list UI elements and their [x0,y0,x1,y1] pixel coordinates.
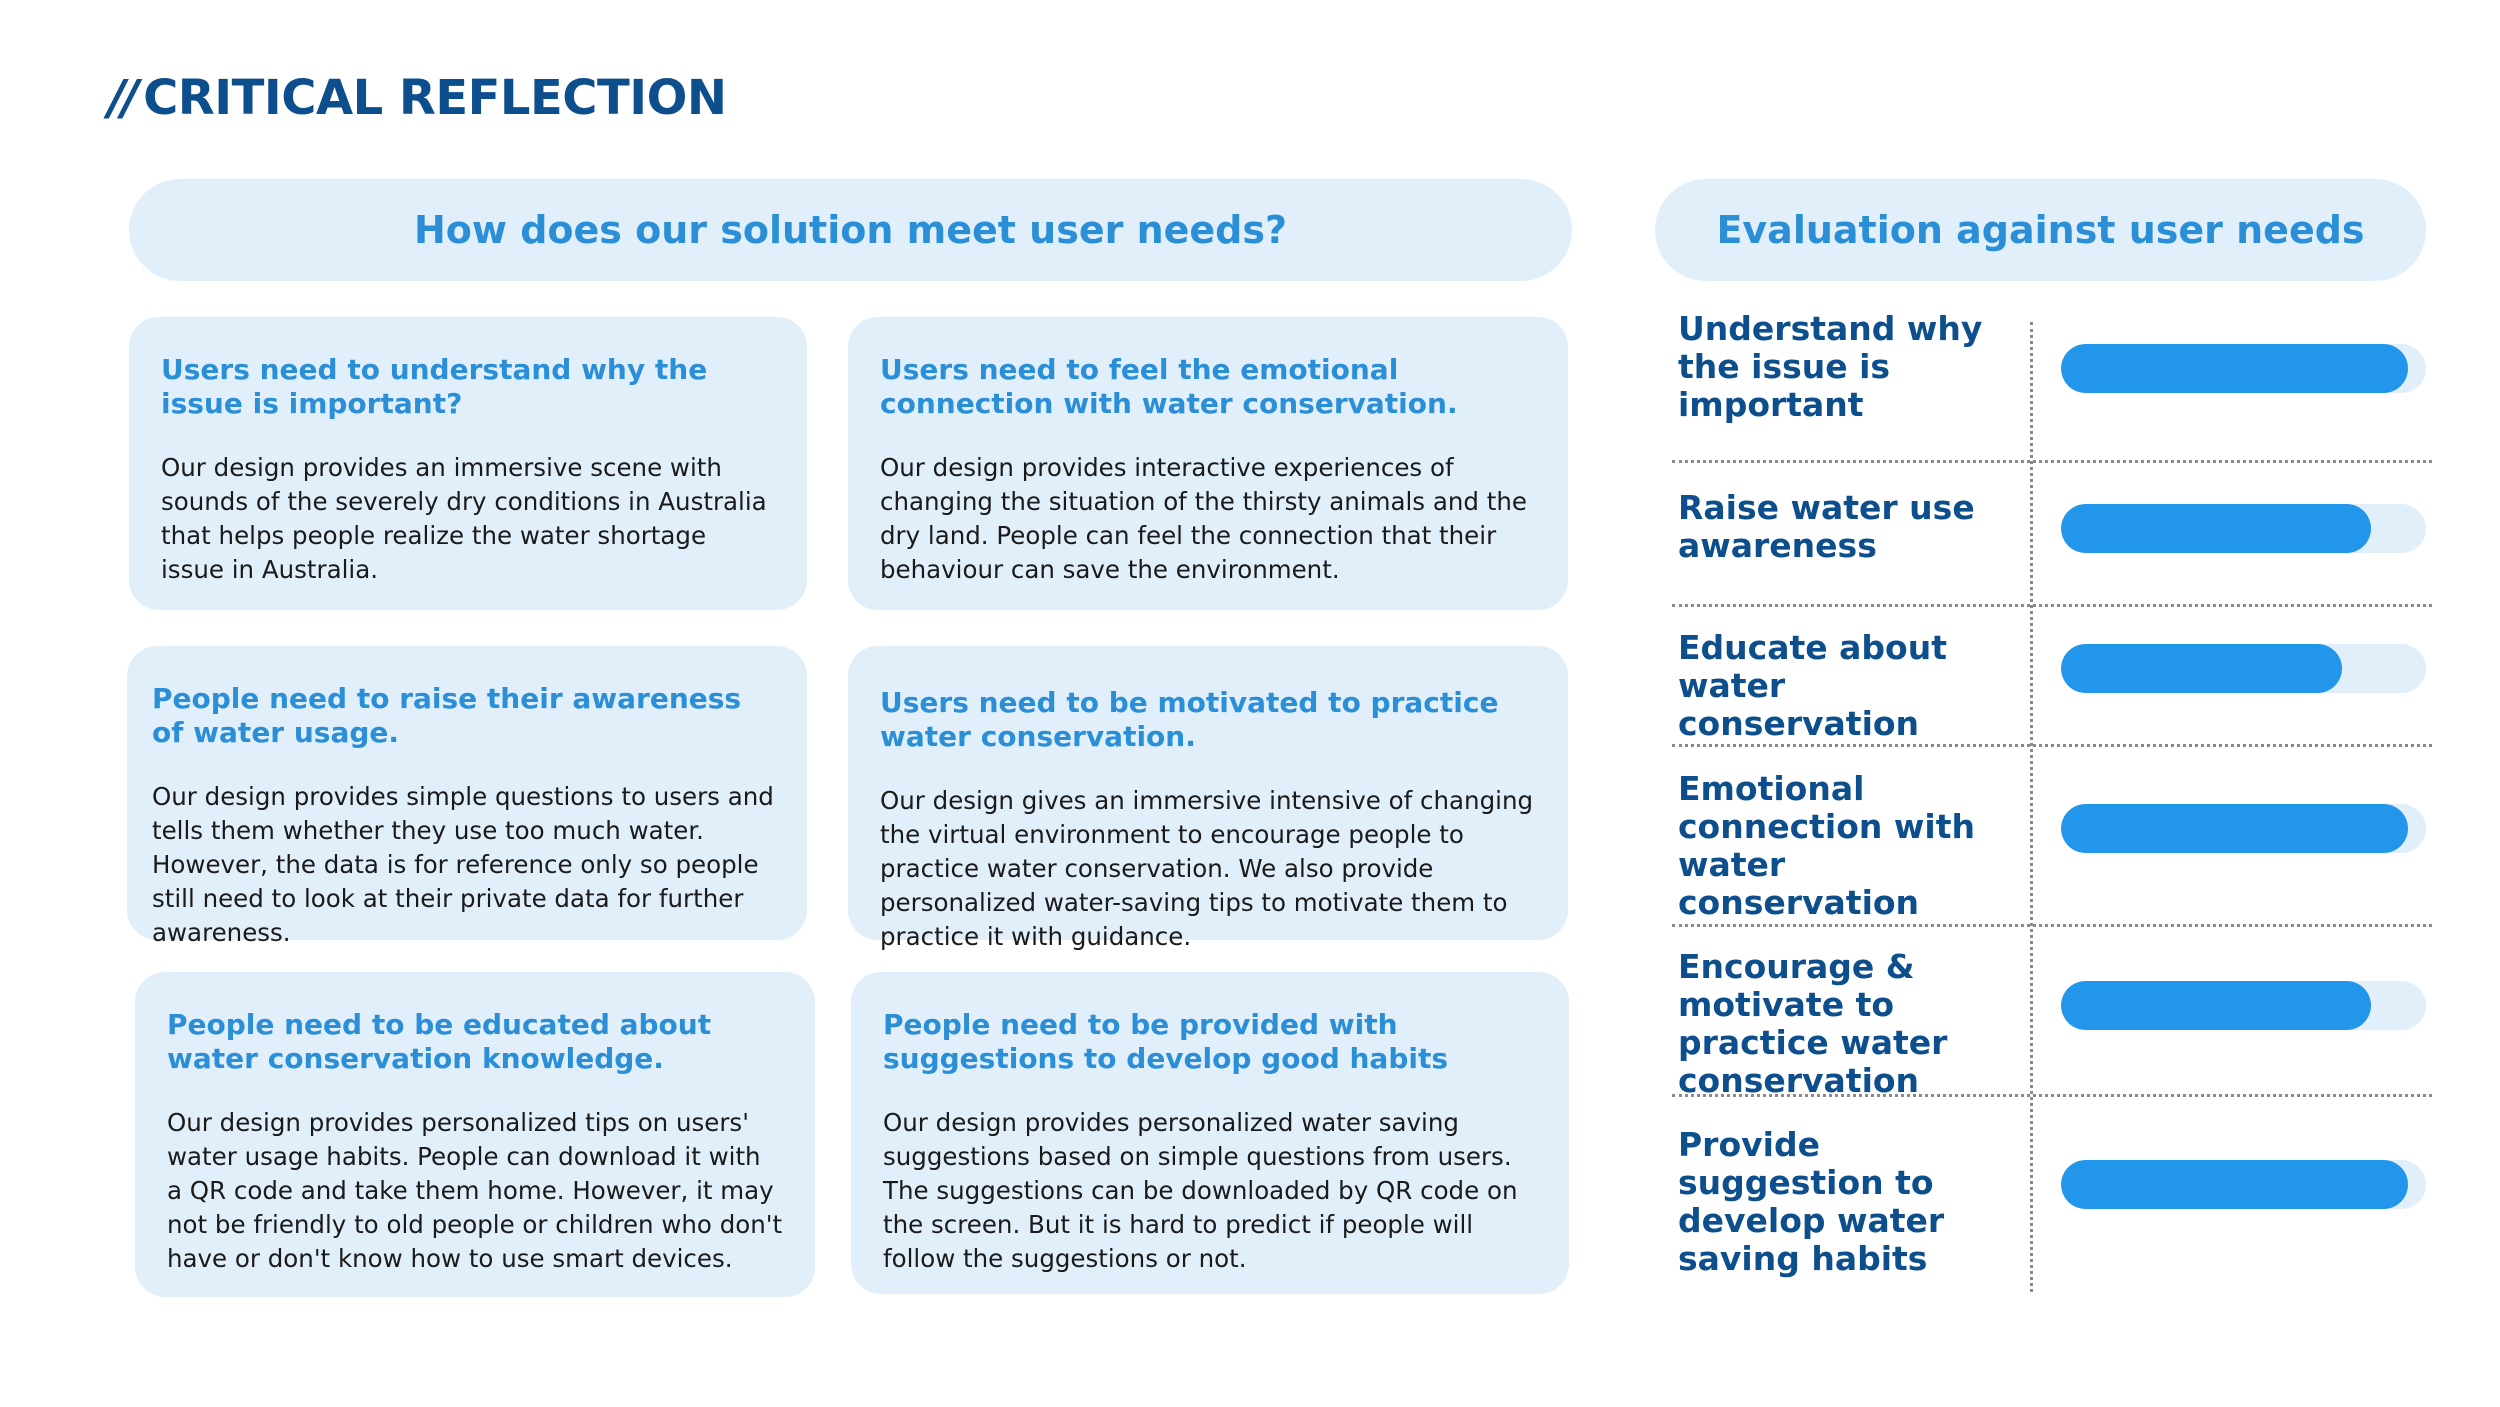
evaluation-bar-fill [2061,981,2371,1030]
evaluation-divider-vertical [2030,322,2033,1292]
evaluation-label: Provide suggestion to develop water saving habits [1678,1125,1945,1278]
evaluation-bar-track [2061,644,2426,693]
card-heading: People need to be provided with suggestions to develop good habits [883,1008,1449,1075]
card-heading: Users need to understand why the issue is important? [161,353,708,420]
evaluation-label: Emotional connection with water conservation [1678,769,1975,922]
card-suggestions-habits [851,972,1569,1294]
evaluation-label: Raise water use awareness [1678,488,1975,565]
evaluation-bar-track [2061,804,2426,853]
evaluation-divider [1672,744,2432,747]
card-heading: Users need to feel the emotional connection with water conservation. [880,353,1458,420]
card-heading: People need to be educated about water conservation knowledge. [167,1008,712,1075]
evaluation-label: Understand why the issue is important [1678,309,1983,424]
card-body: Our design provides an immersive scene with sounds of the severely dry conditions in Australia that helps people realize the water shortage issue in Australia. [161,453,767,584]
card-educate-knowledge [135,972,815,1297]
card-emotional-connection [848,317,1568,610]
card-body: Our design provides simple questions to users and tells them whether they use too much water. However, the data is for reference only so people still need to look at their private data for further awareness. [152,782,774,947]
evaluation-label: Educate about water conservation [1678,628,1947,743]
evaluation-bar-track [2061,1160,2426,1209]
card-body: Our design provides interactive experiences of changing the situation of the thirsty animals and the dry land. People can feel the connection that their behaviour can save the environment. [880,453,1527,584]
evaluation-bar-fill [2061,1160,2408,1209]
evaluation-bar-track [2061,344,2426,393]
card-heading: Users need to be motivated to practice water conservation. [880,686,1499,753]
evaluation-label: Encourage & motivate to practice water conservation [1678,947,1948,1100]
evaluation-bar-fill [2061,504,2371,553]
evaluation-bar-fill [2061,344,2408,393]
card-body: Our design gives an immersive intensive of changing the virtual environment to encourage people to practice water conservation. We also provide personalized water-saving tips to motivate them to practice it with guidance. [880,786,1534,951]
card-motivate-practice [848,646,1568,951]
title-text: CRITICAL REFLECTION [143,70,727,126]
title-slashes: // [108,70,136,126]
evaluation-bar-fill [2061,804,2408,853]
card-heading: People need to raise their awareness of water usage. [152,682,742,749]
card-raise-awareness [127,646,807,947]
card-body: Our design provides personalized tips on users' water usage habits. People can download it with a QR code and take them home. However, it may not be friendly to old people or children who don't have or don't know how to use smart devices. [167,1108,783,1273]
evaluation-divider [1672,460,2432,463]
evaluation-bar-track [2061,504,2426,553]
page-title [108,70,727,126]
card-understand-issue [129,317,807,610]
evaluation-header: Evaluation against user needs [1655,179,2426,281]
evaluation-bar-fill [2061,644,2342,693]
solution-header: How does our solution meet user needs? [129,179,1572,281]
evaluation-bar-track [2061,981,2426,1030]
card-body: Our design provides personalized water saving suggestions based on simple questions from users. The suggestions can be downloaded by QR code on the screen. But it is hard to predict if people will follow the suggestions or not. [883,1108,1518,1273]
evaluation-divider [1672,604,2432,607]
evaluation-divider [1672,924,2432,927]
